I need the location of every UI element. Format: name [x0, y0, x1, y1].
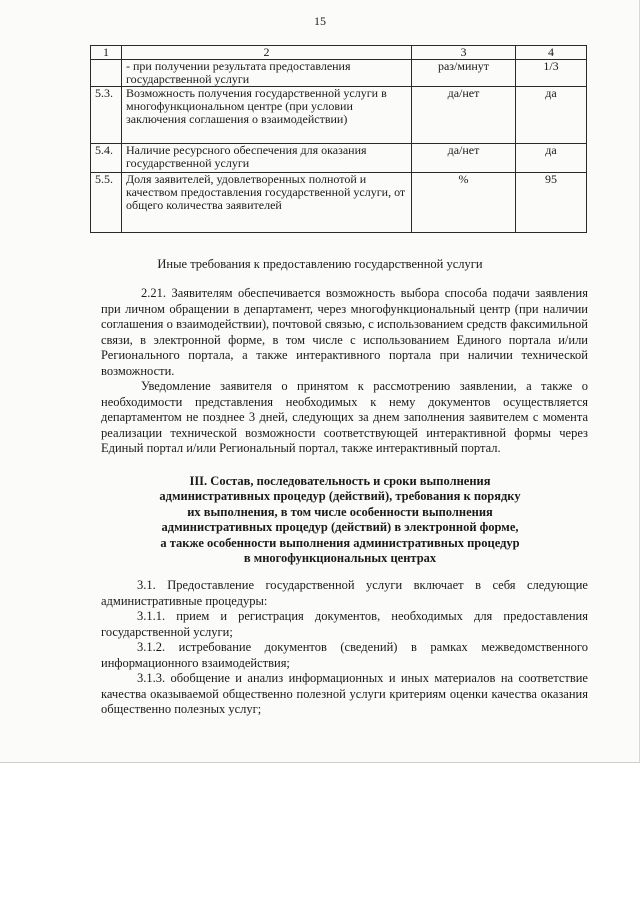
paragraph-notification: Уведомление заявителя о принятом к рассмотрению заявлении, а также о необходимости представления необходимых к нему документов осуществляется департаментом не позднее 3 дней, следующих за днем заполнения заявителем с момента реализации технической возможности соответствующей интерактивной формы через Единый портал и/или Региональный портал, также интерактивный портал.	[101, 379, 588, 455]
section-title-line: их выполнения, в том числе особенности выполнения	[187, 504, 493, 519]
table-row	[91, 87, 587, 144]
row-number: 5.3.	[91, 87, 122, 144]
row-number	[91, 60, 122, 87]
row-number: 5.4.	[91, 144, 122, 173]
section-title-line: III. Состав, последовательность и сроки выполнения	[189, 474, 491, 488]
section-title-line: в многофункциональных центрах	[243, 551, 437, 566]
section-title-line: административных процедур (действий) в электронной форме,	[161, 520, 519, 535]
row-value: 1/3	[516, 60, 587, 87]
table-row	[91, 173, 587, 233]
row-description: - при получении результата предоставления государственной услуги	[122, 60, 412, 87]
table-header-cell: 2	[122, 46, 412, 60]
section-iii-title	[110, 474, 570, 566]
row-unit: %	[412, 173, 516, 233]
row-value: 95	[516, 173, 587, 233]
row-number: 5.5.	[91, 173, 122, 233]
row-unit: да/нет	[412, 87, 516, 144]
row-unit: да/нет	[412, 144, 516, 173]
section-title-line: административных процедур (действий), требования к порядку	[159, 489, 521, 504]
row-value: да	[516, 144, 587, 173]
row-description: Доля заявителей, удовлетворенных полнотой и качеством предоставления государственной услуги, от общего количества заявителей	[122, 173, 412, 233]
table-header-cell: 1	[91, 46, 122, 60]
row-description: Возможность получения государственной услуги в многофункциональном центре (при условии заключения соглашения о взаимодействии)	[122, 87, 412, 144]
paragraph-3-1: 3.1. Предоставление государственной услуги включает в себя следующие административные процедуры:	[101, 578, 588, 608]
table-header-row	[91, 46, 587, 60]
requirements-table	[90, 45, 587, 233]
other-requirements-heading: Иные требования к предоставлению государственной услуги	[157, 257, 483, 271]
section-title-line: а также особенности выполнения административных процедур	[160, 535, 520, 550]
paragraph-3-1-3: 3.1.3. обобщение и анализ информационных и иных материалов на соответствие качества оказываемой общественно полезной услуги критериям оценки качества оказания общественно полезных услуг;	[101, 671, 588, 716]
table-row	[91, 144, 587, 173]
paragraph-2-21: 2.21. Заявителям обеспечивается возможность выбора способа подачи заявления при личном обращении в департамент, через многофункциональный центр (при наличии соглашения о взаимодействии), почтовой связью, с использованием средств факсимильной связи, в электронной форме, в том числе с использованием Единого портала и/или Регионального портала, а также интерактивного портала при наличии технической возможности.	[101, 286, 588, 378]
row-value: да	[516, 87, 587, 144]
paragraph-3-1-1: 3.1.1. прием и регистрация документов, необходимых для предоставления государственной услуги;	[101, 609, 588, 639]
page-number: 15	[314, 14, 326, 28]
row-unit: раз/минут	[412, 60, 516, 87]
row-description: Наличие ресурсного обеспечения для оказания государственной услуги	[122, 144, 412, 173]
paragraph-3-1-2: 3.1.2. истребование документов (сведений) в рамках межведомственного информационного взаимодействия;	[101, 640, 588, 670]
table-header-cell: 4	[516, 46, 587, 60]
table-header-cell: 3	[412, 46, 516, 60]
table-row	[91, 60, 587, 87]
